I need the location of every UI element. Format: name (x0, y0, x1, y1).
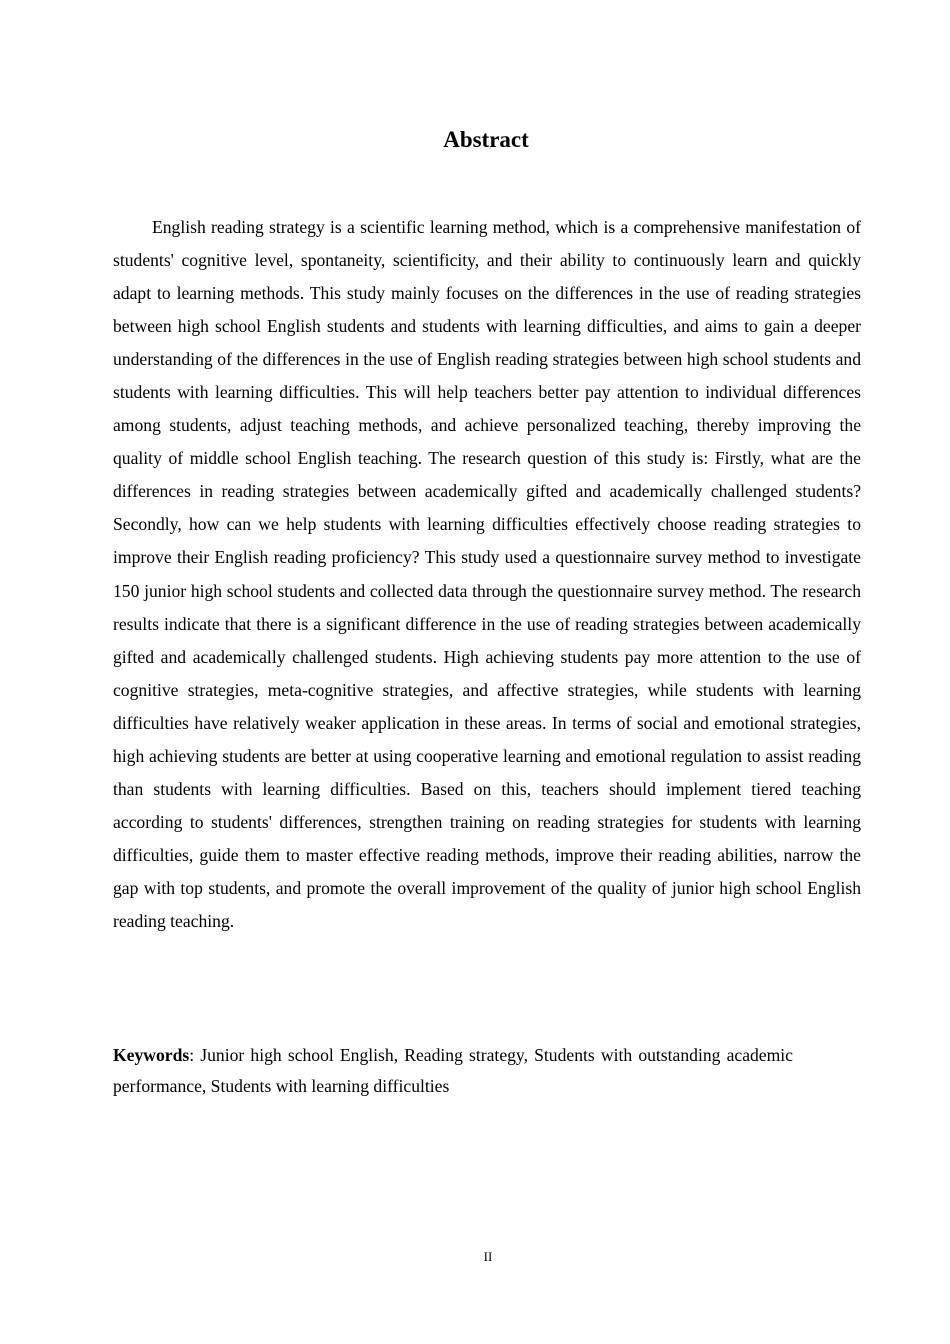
page-number: II (483, 1249, 493, 1264)
keywords-label: Keywords (113, 1045, 190, 1065)
keywords-text: : Junior high school English, Reading strategy, Students with outstanding academic performance, Students with learning difficulties (113, 1045, 793, 1096)
abstract-title: Abstract (443, 127, 529, 152)
abstract-body: English reading strategy is a scientific learning method, which is a comprehensive manifestation of students' cognitive level, spontaneity, scientificity, and their ability to continuously learn and quickly adapt to learning methods. This study mainly focuses on the differences in the use of reading strategies between high school English students and students with learning difficulties, and aims to gain a deeper understanding of the differences in the use of English reading strategies between high school students and students with learning difficulties. This will help teachers better pay attention to individual differences among students, adjust teaching methods, and achieve personalized teaching, thereby improving the quality of middle school English teaching. The research question of this study is: Firstly, what are the differences in reading strategies between academically gifted and academically challenged students? Secondly, how can we help students with learning difficulties effectively choose reading strategies to improve their English reading proficiency? This study used a questionnaire survey method to investigate 150 junior high school students and collected data through the questionnaire survey method. The research results indicate that there is a significant difference in the use of reading strategies between academically gifted and academically challenged students. High achieving students pay more attention to the use of cognitive strategies, meta-cognitive strategies, and affective strategies, while students with learning difficulties have relatively weaker application in these areas. In terms of social and emotional strategies, high achieving students are better at using cooperative learning and emotional regulation to assist reading than students with learning difficulties. Based on this, teachers should implement tiered teaching according to students' differences, strengthen training on reading strategies for students with learning difficulties, guide them to master effective reading methods, improve their reading abilities, narrow the gap with top students, and promote the overall improvement of the quality of junior high school English reading teaching. (113, 217, 861, 931)
keywords-paragraph (113, 1040, 793, 1102)
